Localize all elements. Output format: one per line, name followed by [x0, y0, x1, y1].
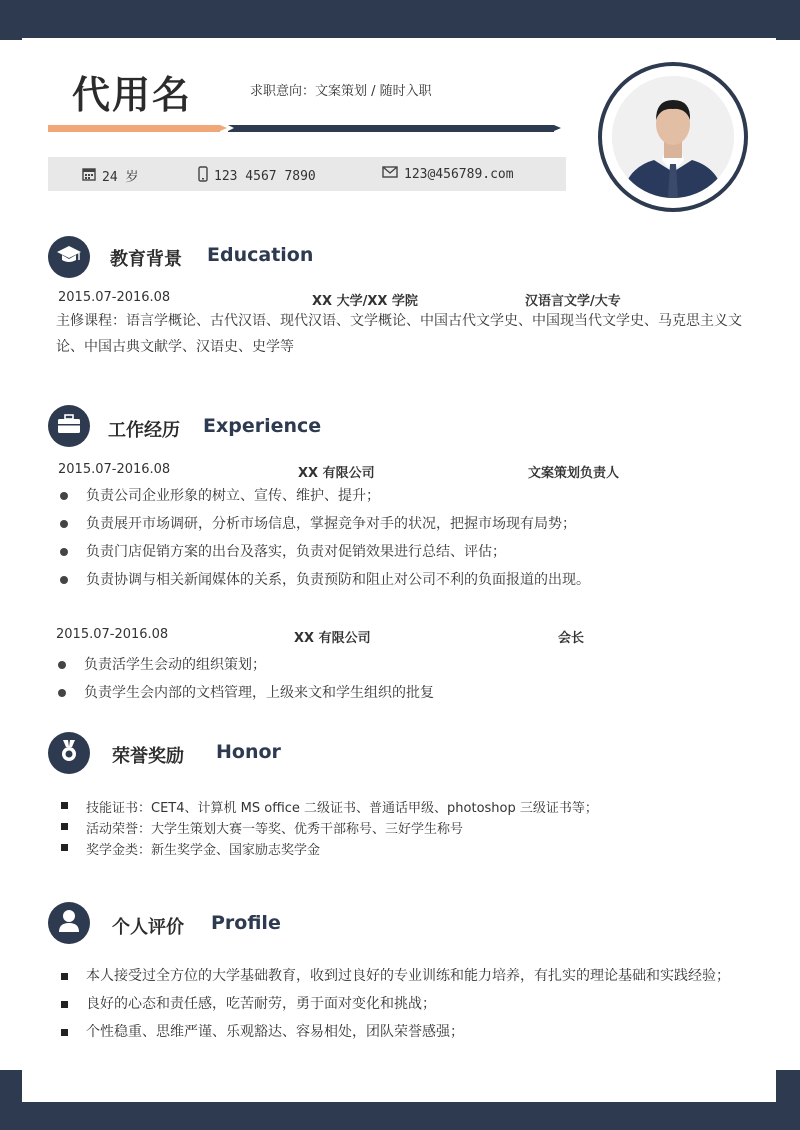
bullet-dot: [58, 661, 66, 669]
honor-title: 荣誉奖励: [112, 746, 184, 767]
bullet-square: [61, 973, 68, 980]
bullet-dot: [60, 520, 68, 528]
job-1-duty: 负责协调与相关新闻媒体的关系，负责预防和阻止对公司不利的负面报道的出现。: [86, 572, 590, 588]
email-info: [382, 166, 514, 182]
education-title-en: Education: [207, 244, 314, 266]
profile-item: 良好的心态和责任感，吃苦耐劳，勇于面对变化和挑战；: [86, 996, 436, 1012]
job-intent: 求职意向：文案策划 / 随时入职: [250, 84, 432, 99]
bullet-dot: [60, 576, 68, 584]
honor-item: 活动荣誉：大学生策划大赛一等奖、优秀干部称号、三好学生称号: [86, 822, 464, 837]
profile-title: 个人评价: [112, 917, 184, 938]
education-courses: 主修课程：语言学概论、古代汉语、现代汉语、文学概论、中国古代文学史、中国现当代文学史、马克思主义文论、中国古典文献学、汉语史、史学等: [56, 313, 742, 355]
bullet-square: [61, 823, 68, 830]
briefcase-icon: [57, 414, 81, 438]
candidate-name: 代用名: [72, 73, 193, 117]
job-1-duty: 负责展开市场调研，分析市场信息，掌握竞争对手的状况，把握市场现有局势；: [86, 516, 576, 532]
profile-photo-frame: [598, 62, 748, 212]
medal-icon: [59, 739, 79, 767]
job-2-duty: 负责活学生会动的组织策划；: [84, 657, 266, 673]
age-info: [82, 166, 138, 185]
education-section-icon: [48, 236, 90, 278]
honor-section-icon: [48, 732, 90, 774]
job-2-duty: 负责学生会内部的文档管理，上级来文和学生组织的批复: [84, 685, 434, 701]
education-period: 2015.07-2016.08: [58, 290, 171, 305]
profile-photo: [612, 76, 734, 198]
job-1-role: 文案策划负责人: [528, 466, 620, 481]
honor-item: 技能证书：CET4、计算机 MS office 二级证书、普通话甲级、photoshop 三级证书等；: [86, 801, 598, 816]
bullet-square: [61, 1029, 68, 1036]
accent-bar-navy: [228, 125, 554, 132]
job-1-company: XX 有限公司: [298, 466, 375, 481]
job-1-duty: 负责门店促销方案的出台及落实，负责对促销效果进行总结、评估；: [86, 544, 506, 560]
bullet-square: [61, 802, 68, 809]
education-major: 汉语言文学/大专: [525, 294, 621, 309]
profile-item: 本人接受过全方位的大学基础教育，收到过良好的专业训练和能力培养，有扎实的理论基础和实践经验；: [86, 968, 730, 984]
job-1-duty: 负责公司企业形象的树立、宣传、维护、提升；: [86, 488, 380, 504]
honor-item: 奖学金类：新生奖学金、国家励志奖学金: [86, 843, 321, 858]
profile-item: 个性稳重、思维严谨、乐观豁达、容易相处，团队荣誉感强；: [86, 1024, 464, 1040]
job-2-company: XX 有限公司: [294, 631, 371, 646]
phone-info: [198, 166, 316, 186]
job-1-period: 2015.07-2016.08: [58, 462, 171, 477]
bullet-square: [61, 1001, 68, 1008]
phone-text: 123 4567 7890: [214, 168, 316, 184]
education-title: 教育背景: [110, 249, 182, 270]
email-text: 123@456789.com: [404, 166, 514, 182]
phone-icon: [198, 166, 208, 186]
job-2-role: 会长: [558, 631, 585, 646]
bullet-dot: [58, 689, 66, 697]
education-school: XX 大学/XX 学院: [312, 294, 418, 309]
top-frame-bar: [0, 0, 800, 40]
experience-title: 工作经历: [108, 420, 180, 441]
age-text: 24 岁: [102, 170, 139, 185]
accent-bar-orange: [48, 125, 220, 132]
job-2-period: 2015.07-2016.08: [56, 627, 169, 642]
bullet-dot: [60, 548, 68, 556]
envelope-icon: [382, 166, 398, 182]
profile-title-en: Profile: [211, 912, 281, 934]
calendar-icon: [82, 167, 96, 185]
experience-title-en: Experience: [203, 415, 322, 437]
experience-section-icon: [48, 405, 90, 447]
graduation-cap-icon: [56, 245, 82, 269]
profile-section-icon: [48, 902, 90, 944]
honor-title-en: Honor: [216, 741, 281, 763]
user-icon: [58, 909, 80, 937]
bullet-square: [61, 844, 68, 851]
contact-info-bar: [48, 157, 566, 191]
bullet-dot: [60, 492, 68, 500]
